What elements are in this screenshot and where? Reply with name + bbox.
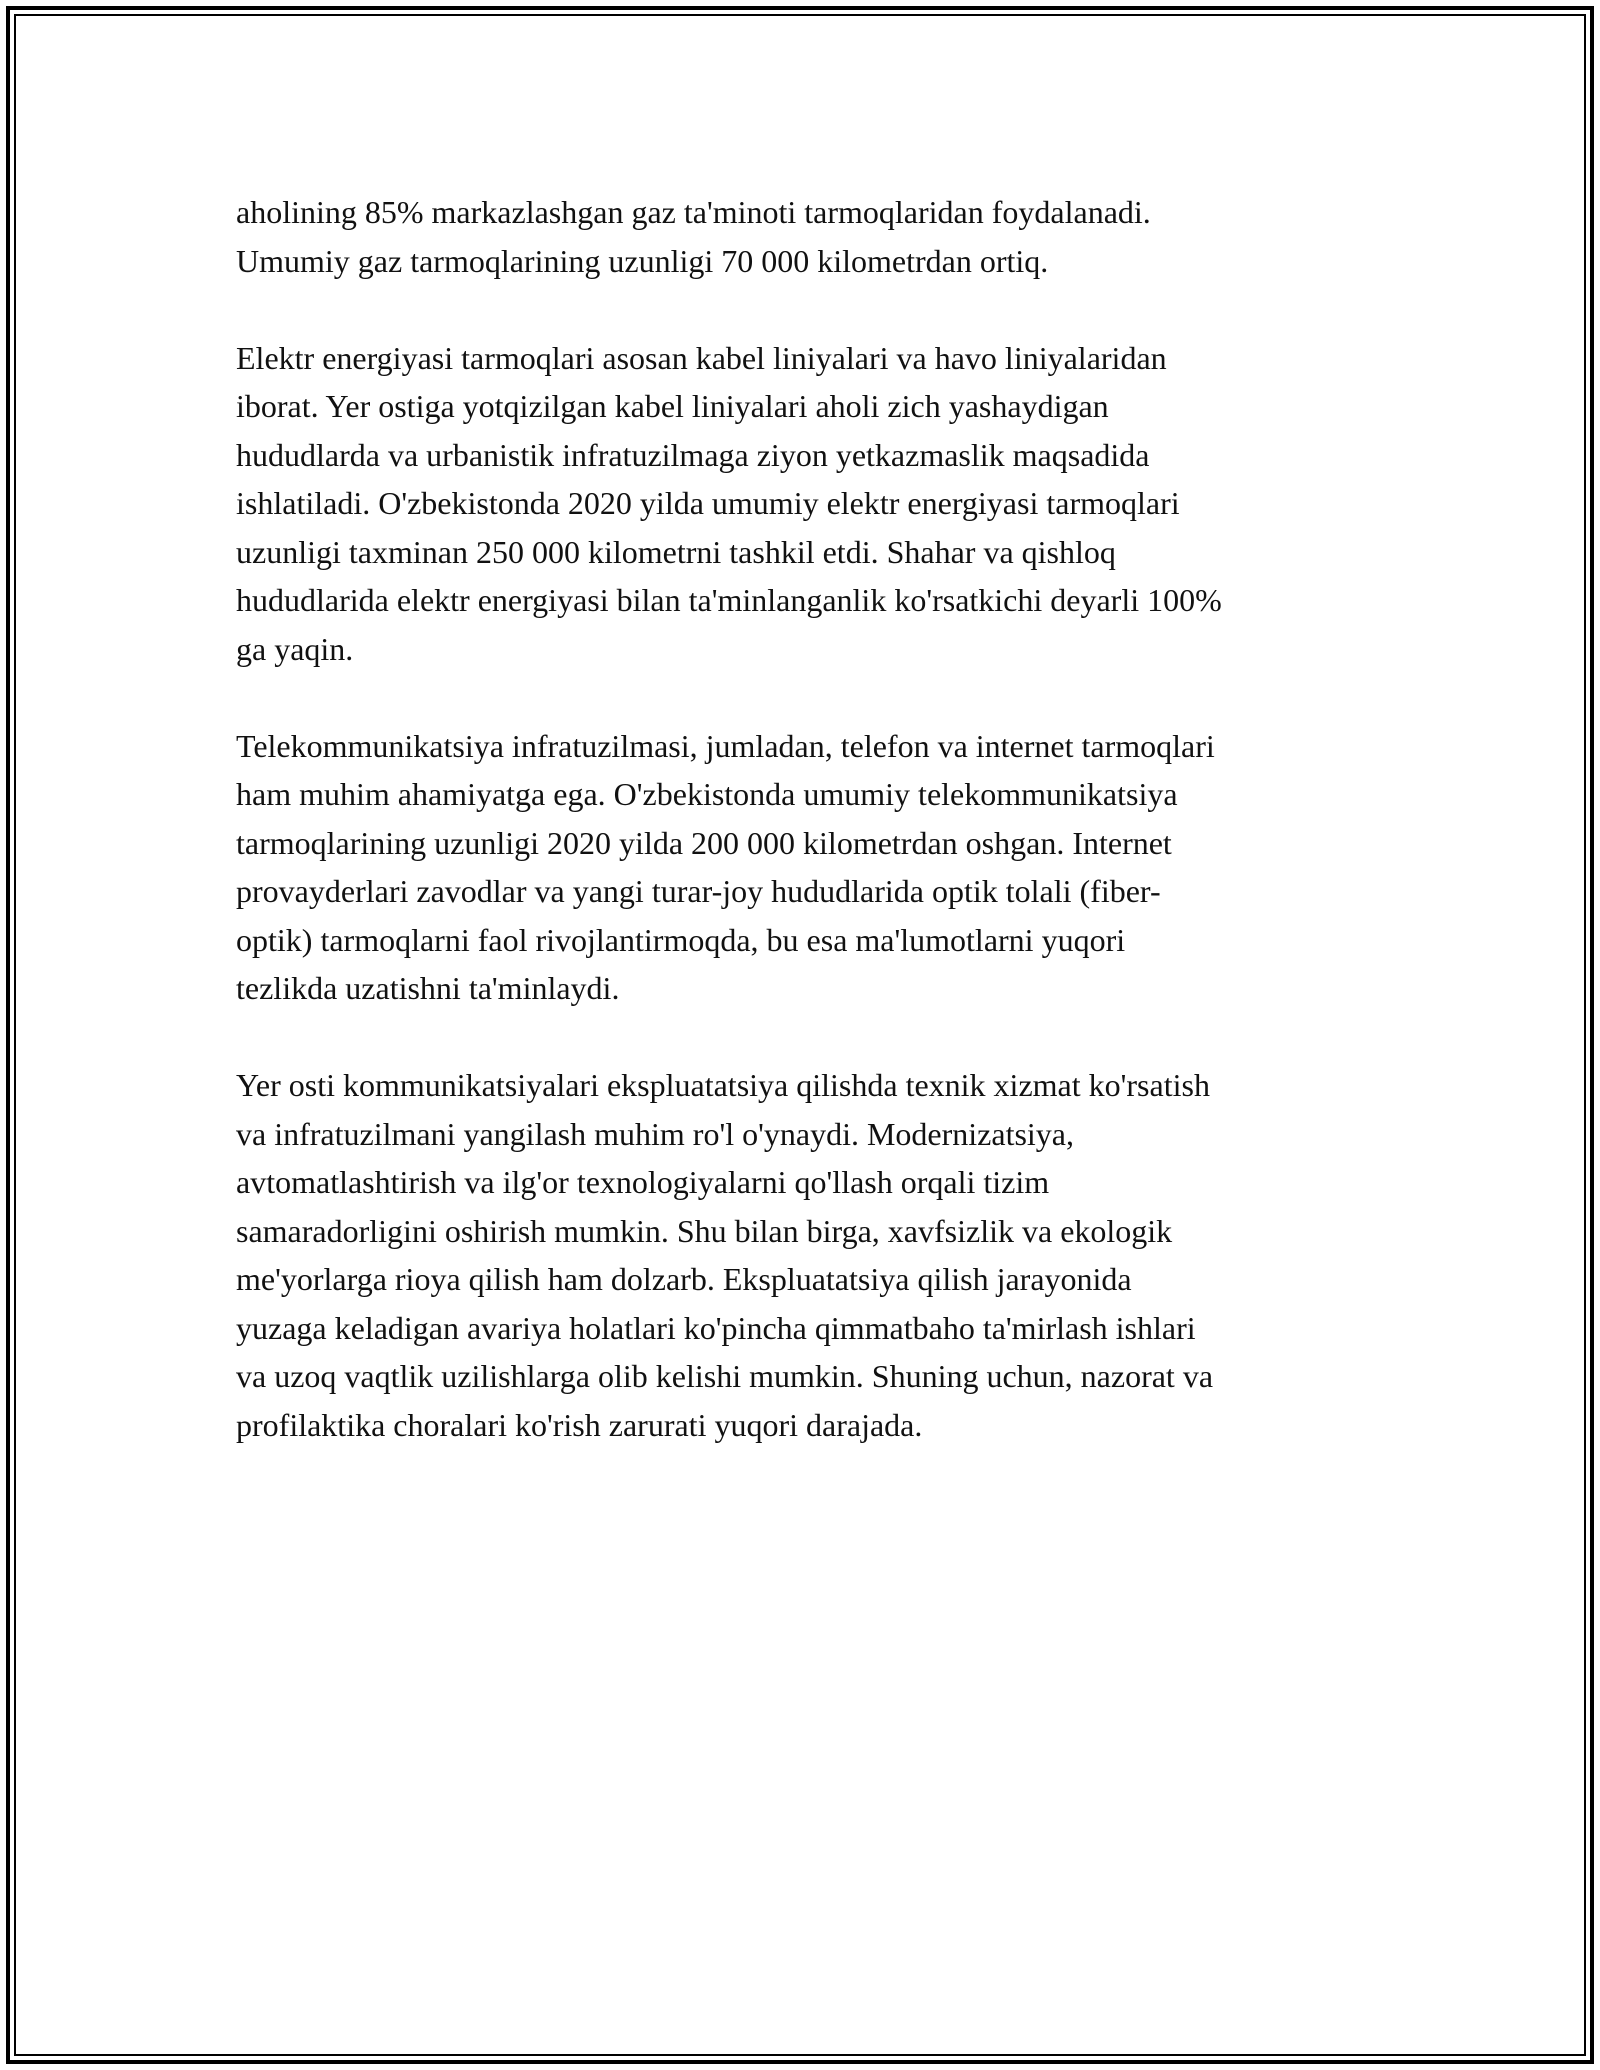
paragraph-electric-network: Elektr energiyasi tarmoqlari asosan kabel liniyalari va havo liniyalaridan iborat. Yer ostiga yotqizilgan kabel liniyalari aholi zich yashaydigan hududlarda va urbanistik infratuzilmaga ziyon yetkazmaslik maqsadida ishlatiladi. O'zbekistonda 2020 yilda umumiy elektr energiyasi tarmoqlari uzunligi taxminan 250 000 kilometrni tashkil etdi. Shahar va qishloq hududlarida elektr energiyasi bilan ta'minlanganlik ko'rsatkichi deyarli 100% ga yaqin. — [236, 339, 1222, 667]
paragraph-telecommunication: Telekommunikatsiya infratuzilmasi, jumladan, telefon va internet tarmoqlari ham muhim ahamiyatga ega. O'zbekistonda umumiy telekommunikatsiya tarmoqlarining uzunligi 2020 yilda 200 000 kilometrdan oshgan. Internet provayderlari zavodlar va yangi turar-joy hududlarida optik tolali (fiber- optik) tarmoqlarni faol rivojlantirmoqda, bu esa ma'lumotlarni yuqori tezlikda uzatishni ta'minlaydi. — [236, 727, 1215, 1006]
paragraph-gas-network: aholining 85% markazlashgan gaz ta'minoti tarmoqlaridan foydalanadi. Umumiy gaz tarmoqlarining uzunligi 70 000 kilometrdan ortiq. — [236, 194, 1151, 279]
paragraph-maintenance: Yer osti kommunikatsiyalari ekspluatatsiya qilishda texnik xizmat ko'rsatish va infratuzilmani yangilash muhim ro'l o'ynaydi. Modernizatsiya, avtomatlashtirish va ilg'or texnologiyalarni qo'llash orqali tizim samaradorligini oshirish mumkin. Shu bilan birga, xavfsizlik va ekologik me'yorlarga rioya qilish ham dolzarb. Ekspluatatsiya qilish jarayonida yuzaga keladigan avariya holatlari ko'pincha qimmatbaho ta'mirlash ishlari va uzoq vaqtlik uzilishlarga olib kelishi mumkin. Shuning uchun, nazorat va profilaktika choralari ko'rish zarurati yuqori darajada. — [236, 1067, 1214, 1443]
document-body — [236, 188, 1376, 1498]
